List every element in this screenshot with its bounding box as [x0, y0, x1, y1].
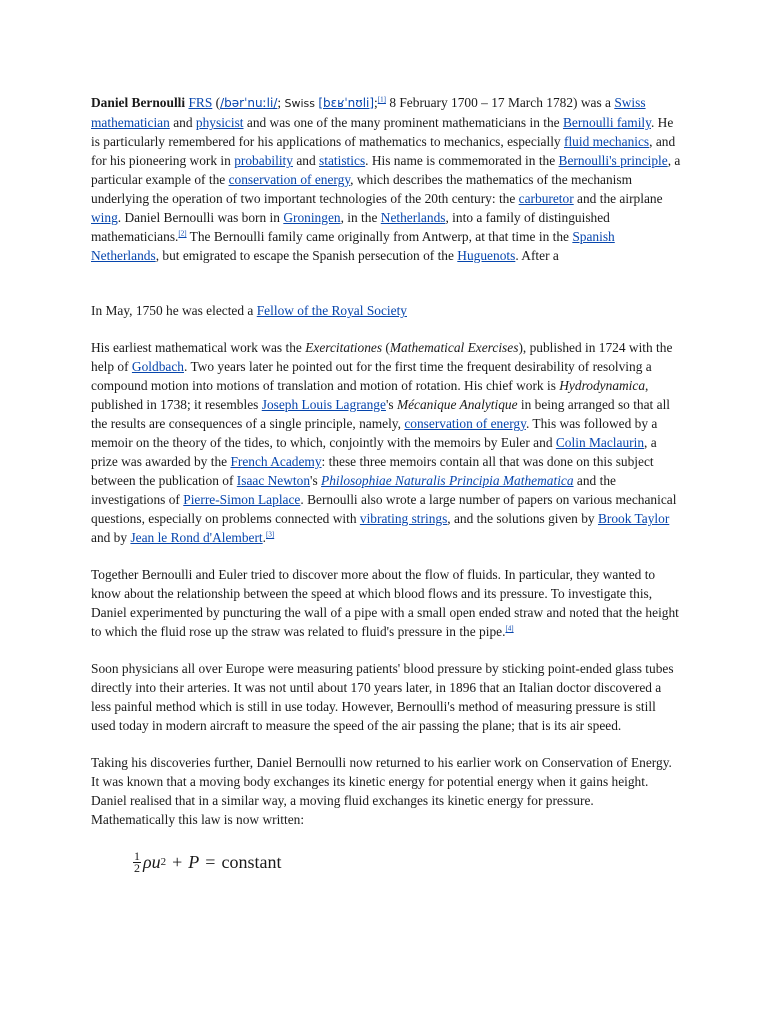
link-frs[interactable]: FRS	[188, 95, 213, 110]
link-newton[interactable]: Isaac Newton	[236, 473, 311, 488]
rho-symbol: ρ	[143, 852, 152, 872]
link-bernoulli-family[interactable]: Bernoulli family	[562, 115, 651, 130]
link-goldbach[interactable]: Goldbach	[131, 359, 184, 374]
link-french-academy[interactable]: French Academy	[230, 454, 322, 469]
link-swiss[interactable]: Swiss	[614, 95, 646, 110]
link-fluid-mechanics[interactable]: fluid mechanics	[563, 134, 650, 149]
link-dalembert[interactable]: Jean le Rond d'Alembert	[130, 530, 263, 545]
link-probability[interactable]: probability	[234, 153, 293, 168]
ref-4[interactable]: [4]	[505, 624, 514, 633]
link-netherlands[interactable]: Netherlands	[380, 210, 446, 225]
link-conservation-of-energy-2[interactable]: conservation of energy	[404, 416, 526, 431]
ref-2[interactable]: [2]	[178, 229, 187, 238]
fellow-paragraph: In May, 1750 he was elected a Fellow of the Royal Society	[91, 303, 407, 318]
link-ipa[interactable]: /bərˈnuːli/	[220, 96, 278, 110]
equals-sign: =	[205, 852, 216, 872]
link-physicist[interactable]: physicist	[195, 115, 244, 130]
constant-word: constant	[221, 852, 282, 872]
plus-sign: +	[172, 852, 183, 872]
u-symbol: u	[151, 852, 161, 872]
link-principia[interactable]: Philosophiae Naturalis Principia Mathematica	[321, 473, 574, 488]
energy-paragraph: Taking his discoveries further, Daniel Bernoulli now returned to his earlier work on Conservation of Energy. It was known that a moving body exchanges its kinetic energy for potential energy when it gains height. Daniel realised that in a similar way, a moving fluid exchanges its kinetic energy for pressure. Mathematically this law is now written:	[91, 755, 672, 827]
link-statistics[interactable]: statistics	[319, 153, 366, 168]
intro-paragraph: Daniel Bernoulli FRS (/bərˈnuːli/; Swiss [bɛʁˈnʊli];[1] 8 February 1700 – 17 March 1782) was a Swiss mathematician and physicist and was one of the many prominent mathematicians in the Bernoulli family. He is particularly remembered for his applications of mathematics to mechanics, especially fluid mechanics, and for his pioneering work in probability and statistics. His name is commemorated in the Bernoulli's principle, a particular example of the conservation of energy, which describes the mathematics of the mechanism underlying the operation of two important technologies of the 20th century: the carburetor and the airplane wing. Daniel Bernoulli was born in Groningen, in the Netherlands, into a family of distinguished mathematicians.[2] The Bernoulli family came originally from Antwerp, at that time in the Spanish Netherlands, but emigrated to escape the Spanish persecution of the Huguenots. After a	[91, 95, 681, 263]
p-symbol: P	[188, 852, 200, 872]
fluids-paragraph: Together Bernoulli and Euler tried to discover more about the flow of fluids. In particular, they wanted to know about the relationship between the speed at which blood flows and its pressure. To investigate this, Daniel experimented by puncturing the wall of a pipe with a small open ended straw and noted that the height to which the fluid rose up the straw was related to fluid's pressure in the pipe.[4]	[91, 567, 679, 639]
link-spanish-netherlands[interactable]: Spanish Netherlands	[91, 229, 615, 263]
bernoulli-equation: $\frac{1}{2}$ ρ u 2 + P = constant	[134, 848, 282, 875]
link-huguenots[interactable]: Huguenots	[457, 248, 516, 263]
one-half-fraction: $\frac{1}{2}$	[134, 848, 140, 875]
link-fellow-royal-society[interactable]: Fellow of the Royal Society	[256, 303, 407, 318]
link-lagrange[interactable]: Joseph Louis Lagrange	[261, 397, 386, 412]
swiss-label: Swiss	[284, 97, 315, 110]
link-groningen[interactable]: Groningen	[283, 210, 341, 225]
link-brook-taylor[interactable]: Brook Taylor	[597, 511, 670, 526]
ipa-pronunciation	[220, 95, 277, 110]
link-maclaurin[interactable]: Colin Maclaurin	[555, 435, 645, 450]
title-exercitationes: Exercitationes	[305, 340, 383, 355]
link-laplace[interactable]: Pierre-Simon Laplace	[183, 492, 301, 507]
blood-pressure-paragraph: Soon physicians all over Europe were measuring patients' blood pressure by sticking point-ended glass tubes directly into their arteries. It was not until about 170 years later, in 1896 that an Italian doctor discovered a less painful method which is still in use today. However, Bernoulli's method of measuring pressure is still used today in modern aircraft to measure the speed of the air passing the plane; that is its air speed.	[91, 661, 674, 733]
link-swiss-ipa[interactable]: [bɛʁˈnʊli]	[318, 96, 375, 110]
link-bernoullis-principle[interactable]: Bernoulli's principle	[558, 153, 668, 168]
article-body	[91, 93, 681, 875]
link-conservation-of-energy[interactable]: conservation of energy	[228, 172, 351, 187]
link-mathematician[interactable]: mathematician	[91, 115, 170, 130]
title-math-exercises: Mathematical Exercises	[389, 340, 519, 355]
ref-1[interactable]: [1]	[377, 95, 386, 104]
title-mecanique: Mécanique Analytique	[396, 397, 518, 412]
ref-3[interactable]: [3]	[266, 530, 275, 539]
link-vibrating-strings[interactable]: vibrating strings	[359, 511, 448, 526]
title-hydrodynamica: Hydrodynamica	[559, 378, 646, 393]
link-wing[interactable]: wing	[91, 210, 118, 225]
subject-name: Daniel Bernoulli	[91, 95, 186, 110]
link-carburetor[interactable]: carburetor	[518, 191, 574, 206]
works-paragraph: His earliest mathematical work was the Exercitationes (Mathematical Exercises), published in 1724 with the help of Goldbach. Two years later he pointed out for the first time the frequent desirability of resolving a compound motion into motions of translation and motion of rotation. His chief work is Hydrodynamica, published in 1738; it resembles Joseph Louis Lagrange's Mécanique Analytique in being arranged so that all the results are consequences of a single principle, namely, conservation of energy. This was followed by a memoir on the theory of the tides, to which, conjointly with the memoirs by Euler and Colin Maclaurin, a prize was awarded by the French Academy: these three memoirs contain all that was done on this subject between the publication of Isaac Newton's Philosophiae Naturalis Principia Mathematica and the investigations of Pierre-Simon Laplace. Bernoulli also wrote a large number of papers on various mechanical questions, especially on problems connected with vibrating strings, and the solutions given by Brook Taylor and by Jean le Rond d'Alembert.[3]	[91, 340, 677, 545]
